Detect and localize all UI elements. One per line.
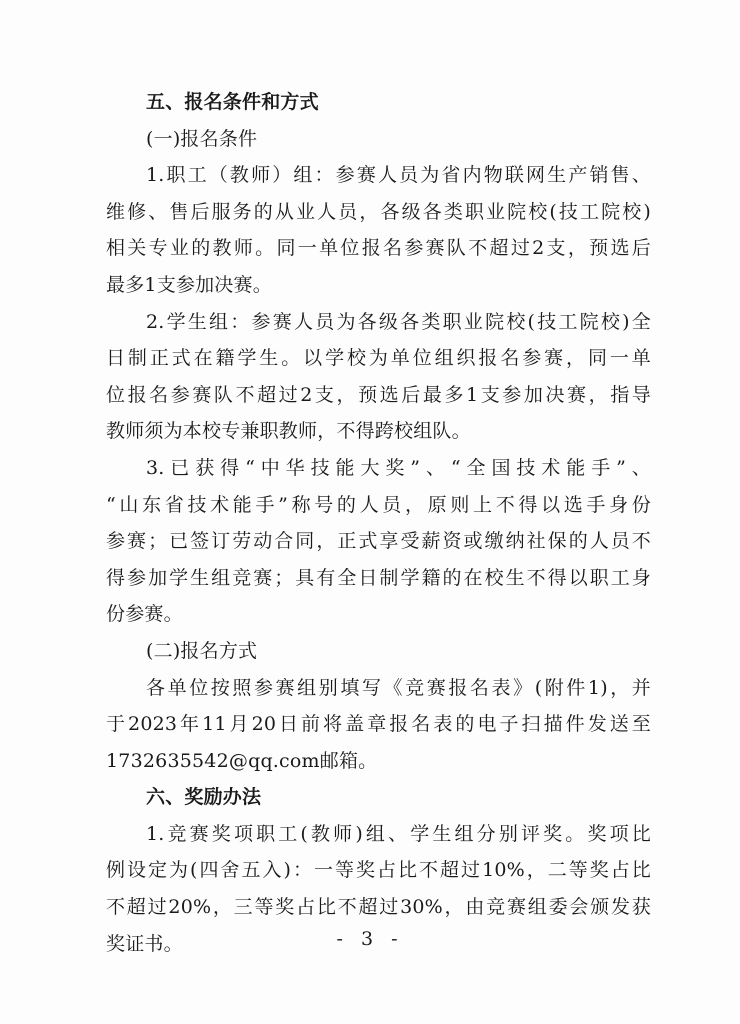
paragraph-line: “山东省技术能手”称号的人员，原则上不得以选手身份 bbox=[106, 493, 651, 516]
paragraph-line: 2.学生组：参赛人员为各级各类职业院校(技工院校)全 bbox=[146, 310, 651, 333]
paragraph-line: 奖证书。 bbox=[106, 932, 183, 955]
paragraph-line: 相关专业的教师。同一单位报名参赛队不超过2支，预选后 bbox=[106, 237, 651, 260]
paragraph-line: 1.竞赛奖项职工(教师)组、学生组分别评奖。奖项比 bbox=[146, 822, 651, 845]
section-heading-registration: 五、报名条件和方式 bbox=[146, 91, 319, 113]
paragraph-line: 不超过20%，三等奖占比不超过30%，由竞赛组委会颁发获 bbox=[106, 896, 651, 919]
paragraph-line: 维修、售后服务的从业人员，各级各类职业院校(技工院校) bbox=[106, 200, 651, 223]
paragraph-line: 参赛；已签订劳动合同，正式享受薪资或缴纳社保的人员不 bbox=[106, 530, 651, 553]
paragraph-line: 1.职工（教师）组：参赛人员为省内物联网生产销售、 bbox=[146, 164, 651, 187]
paragraph-line: 份参赛。 bbox=[106, 603, 183, 626]
paragraph-line: 各单位按照参赛组别填写《竞赛报名表》(附件1)，并 bbox=[146, 676, 651, 699]
subheading-registration-conditions: (一)报名条件 bbox=[146, 127, 258, 150]
paragraph-line: 位报名参赛队不超过2支，预选后最多1支参加决赛，指导 bbox=[106, 383, 651, 406]
document-body bbox=[106, 84, 651, 962]
paragraph-line: 例设定为(四舍五入)：一等奖占比不超过10%，二等奖占比 bbox=[106, 859, 651, 882]
paragraph-line: 得参加学生组竞赛；具有全日制学籍的在校生不得以职工身 bbox=[106, 566, 651, 589]
paragraph-line: 3.已获得“中华技能大奖”、“全国技术能手”、 bbox=[146, 456, 651, 479]
paragraph-line: 教师须为本校专兼职教师，不得跨校组队。 bbox=[106, 420, 471, 443]
paragraph-line: 日制正式在籍学生。以学校为单位组织报名参赛，同一单 bbox=[106, 347, 651, 370]
subheading-registration-method: (二)报名方式 bbox=[146, 639, 258, 662]
page-number: - 3 - bbox=[336, 928, 404, 950]
section-heading-awards: 六、奖励办法 bbox=[146, 786, 262, 809]
email-address-line: 1732635542@qq.com邮箱。 bbox=[106, 749, 378, 772]
paragraph-line: 于2023年11月20日前将盖章报名表的电子扫描件发送至 bbox=[106, 713, 651, 736]
paragraph-line: 最多1支参加决赛。 bbox=[106, 273, 272, 296]
